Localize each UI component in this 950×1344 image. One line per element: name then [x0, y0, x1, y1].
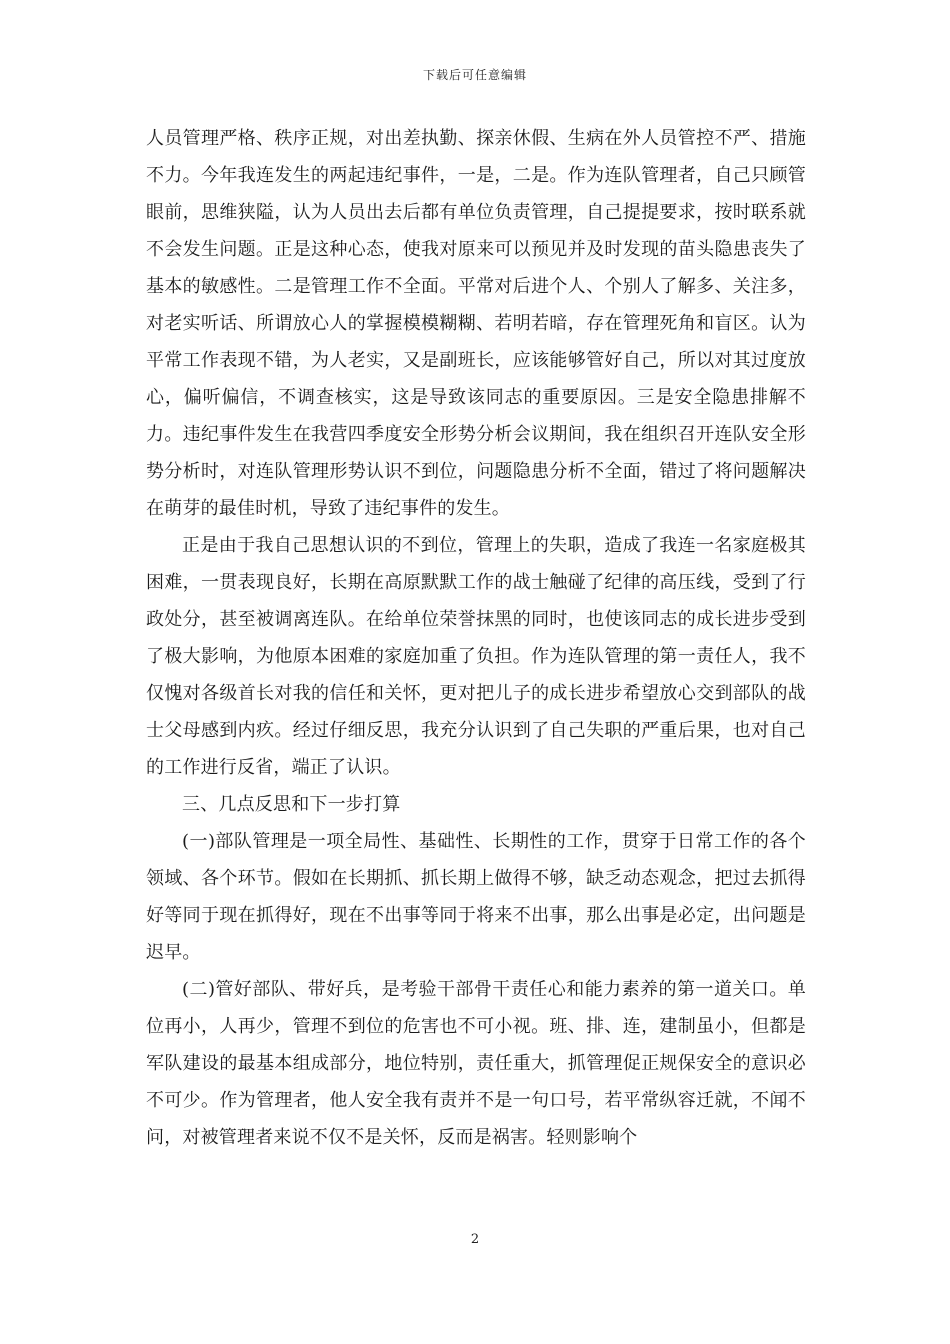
paragraph: 正是由于我自己思想认识的不到位，管理上的失职，造成了我连一名家庭极其困难，一贯表现良好，长期在高原默默工作的战士触碰了纪律的高压线，受到了行政处分，甚至被调离连队。在给单位荣誉抹黑的同时，也使该同志的成长进步受到了极大影响，为他原本困难的家庭加重了负担。作为连队管理的第一责任人，我不仅愧对各级首长对我的信任和关怀，更对把儿子的成长进步希望放心交到部队的战士父母感到内疚。经过仔细反思，我充分认识到了自己失职的严重后果，也对自己的工作进行反省，端正了认识。 — [146, 535, 806, 778]
paragraph: (二)管好部队、带好兵，是考验干部骨干责任心和能力素养的第一道关口。单位再小，人再少，管理不到位的危害也不可小视。班、排、连，建制虽小，但都是军队建设的最基本组成部分，地位特别，责任重大，抓管理促正规保安全的意识必不可少。作为管理者，他人安全我有责并不是一句口号，若平常纵容迁就，不闻不问，对被管理者来说不仅不是关怀，反而是祸害。轻则影响个 — [146, 979, 806, 1148]
paragraph: (一)部队管理是一项全局性、基础性、长期性的工作，贯穿于日常工作的各个领域、各个环节。假如在长期抓、抓长期上做得不够，缺乏动态观念，把过去抓得好等同于现在抓得好，现在不出事等同于将来不出事，那么出事是必定，出问题是迟早。 — [146, 831, 806, 963]
section-heading: 三、几点反思和下一步打算 — [182, 794, 401, 815]
paragraph: 人员管理严格、秩序正规，对出差执勤、探亲休假、生病在外人员管控不严、措施不力。今年我连发生的两起违纪事件，一是，二是。作为连队管理者，自己只顾管眼前，思维狭隘，认为人员出去后都有单位负责管理，自己提提要求，按时联系就不会发生问题。正是这种心态，使我对原来可以预见并及时发现的苗头隐患丧失了基本的敏感性。二是管理工作不全面。平常对后进个人、个别人了解多、关注多，对老实听话、所谓放心人的掌握模模糊糊、若明若暗，存在管理死角和盲区。认为平常工作表现不错，为人老实，又是副班长，应该能够管好自己，所以对其过度放心，偏听偏信，不调查核实，这是导致该同志的重要原因。三是安全隐患排解不力。违纪事件发生在我营四季度安全形势分析会议期间，我在组织召开连队安全形势分析时，对连队管理形势认识不到位，问题隐患分析不全面，错过了将问题解决在萌芽的最佳时机，导致了违纪事件的发生。 — [146, 128, 806, 519]
document-body — [146, 120, 806, 1156]
page-header: 下载后可任意编辑 — [422, 68, 527, 82]
page-number: 2 — [470, 1232, 480, 1247]
